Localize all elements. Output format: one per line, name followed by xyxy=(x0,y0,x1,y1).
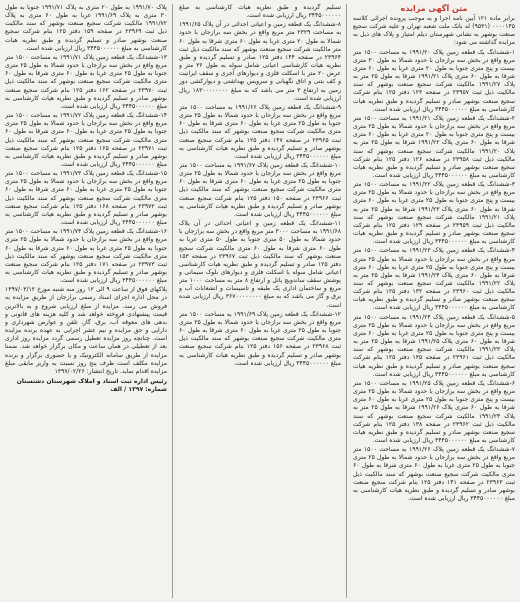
notice-paragraph: ۱۳-ششدانگ یک قطعه زمین پلاک ۱۹۹۱/۷۱ به مساحت ۱۵۰۰ متر مربع واقع در بخش سه برازجان با حدود شمالا به طول ۲۵ متری جنوبا به طول ۲۵ متری غربا به طول ۶۰ متری شرقا به طول ۶۰ متری مالکیت شرکت سجیع صنعت بوشهر که سند مالکیت ذیل ثبت ۲۳۹۷۰ در صفحه ۱۶۲ دفتر ۱۲۵ بنام شرکت سجیع صنعت بوشهر صادر و تسلیم گردیده و طبق نظریه هیات کارشناسی به مبلغ ۳۴۴۵۰۰۰۰۰۰ ریال ارزیابی شده است. xyxy=(5,53,168,110)
notice-paragraph: ۱۰-ششدانگ یک قطعه زمین پلاک ۱۹۹۱/۶۷ به مساحت ۱۵۰۰ متر مربع واقع در بخش سه برازجان با حدود شمالا به طول ۲۵ متری جنوبا به طول ۲۵ متری غربا به طول ۶۰ متری شرقا به طول ۶۰ متری مالکیت شرکت سجیع صنعت بوشهر که سند مالکیت ذیل ثبت ۲۳۹۶۶ در صفحه ۱۵۰ دفتر ۱۲۵ بنام شرکت سجیع صنعت بوشهر صادر و تسلیم گردیده و طبق نظریه هیات کارشناسی به مبلغ ۳۴۴۵۰۰۰۰۰۰ ریال ارزیابی شده است. xyxy=(179,161,342,218)
notice-column-right xyxy=(353,4,515,598)
notice-paragraph: ۴-ششدانگ یک قطعه زمین پلاک ۱۹۹۱/۲۳ به مساحت ۱۵۰۰ متر مربع واقع در بخش سه برازجان با حدود شمالا به طول ۲۵ متری بیست و پنج متری جنوبا به طول ۲۵ متری غربا به طول ۶۰ متری شرقا به طول ۶۰ متری پلاک ۱۹۹۱/۲۴ شرقا به طول ۲۵ متر به پلاک ۱۹۹۱/۲۲ مالکیت شرکت سجیع صنعت بوشهر که سند مالکیت ذیل ثبت ۲۳۹۶۰ در صفحه ۱۳۲ دفتر ۱۲۵ بنام شرکت سجیع صنعت بوشهر صادر و تسلیم گردیده و طبق نظریه هیات کارشناسی به مبلغ ۳۴۴۵۰۰۰۰۰۰ ریال ارزیابی شده است. xyxy=(353,247,515,312)
signature-number: شماره: ۱۳۹۷ / الف xyxy=(110,386,167,394)
notice-paragraph: ۸-ششدانگ یک قطعه زمین و اعیانی احداثی در آن پلاک ۱۹۹۱/۶۵ به مساحت ۲۳۲۹ متر مربع واقع در بخش سه برازجان با حدود شمالا به طول ۲۰ متری غربا به طول ۶۰ متری شرقا به طول ۶۰ متر مالکیت شرکت سجیع صنعت بوشهر که سند مالکیت ذیل ثبت ۲۳۹۶۴ در صفحه ۱۴۴ دفتر ۱۲۵ صادر و تسلیم گردیده و طبق نظریه هیات کارشناسی اعیانی شامل سوله به طول ۳۶ متر و عرض ۲۰ متر با اسکلت فلزی و دیوارهای آجری و سقف ایرانیت و کف بتنی و اتاق نگهبانی و سرویس بهداشتی و دیوارکشی دور زمین به ارتفاع ۳ متر می باشد که به مبلغ ۱۸۳۰۰۰۰۰۰۰۰ ریال ارزیابی شده است. xyxy=(179,21,342,102)
notice-paragraph: ۵-ششدانگ یک قطعه زمین پلاک ۱۹۹۱/۲۴ به مساحت ۱۵۰۰ متر مربع واقع در بخش سه برازجان با حدود شمالا به طول ۲۵ متری بیست و پنج متری جنوبا به طول ۲۵ متری غربا به طول ۶۰ متری شرقا به طول ۶۰ متری پلاک ۱۹۹۱/۲۵ شرقا به طول ۲۵ متر به پلاک ۱۹۹۱/۲۳ مالکیت شرکت سجیع صنعت بوشهر که سند مالکیت ذیل ثبت ۲۳۹۶۱ در صفحه ۱۳۵ دفتر ۱۲۵ بنام شرکت سجیع صنعت بوشهر صادر و تسلیم گردیده و طبق نظریه هیات کارشناسی به مبلغ ۳۴۴۵۰۰۰۰۰۰ ریال ارزیابی شده است. xyxy=(353,313,515,378)
notice-paragraph: ۷-ششدانگ یک قطعه زمین پلاک ۱۹۹۱/۲۶ به مساحت ۱۵۰۰ متر مربع واقع در بخش سه برازجان با حدود شمالا به طول ۲۵ متری جنوبا به طول ۲۵ متری غربا به طول ۶۰ متری شرقا به طول ۶۰ متری مالکیت شرکت سجیع صنعت بوشهر که سند مالکیت ذیل ثبت ۲۳۹۶۳ در صفحه ۱۴۱ دفتر ۱۲۵ بنام شرکت سجیع صنعت بوشهر صادر و تسلیم گردیده و طبق نظریه هیات کارشناسی به مبلغ ۳۴۴۵۰۰۰۰۰۰ ریال ارزیابی شده است. xyxy=(353,446,515,503)
notice-paragraph: ۱۶-ششدانگ یک قطعه زمین پلاک ۱۹۹۱/۷۴ به مساحت ۱۵۰۰ متر مربع واقع در بخش سه برازجان با حدود شمالا به طول ۲۵ متری جنوبا به طول ۲۵ متری غربا به طول ۶۰ متری شرقا به طول ۶۰ متری مالکیت شرکت سجیع صنعت بوشهر که سند مالکیت ذیل ثبت ۲۳۹۷۳ در صفحه ۱۷۱ دفتر ۱۲۵ بنام شرکت سجیع صنعت بوشهر صادر و تسلیم گردیده و طبق نظریه هیات کارشناسی به مبلغ ۳۴۴۵۰۰۰۰۰۰ ریال ارزیابی شده است. xyxy=(5,228,168,285)
notice-paragraph: تسلیم گردیده و طبق نظریه هیات کارشناسی به مبلغ ۳۴۴۵۰۰۰۰۰۰ ریال ارزیابی شده است. xyxy=(179,4,341,20)
notice-paragraph: ۱۱-ششدانگ یک قطعه زمین و اعیانی احداثی در آن پلاک ۱۹۹۱/۶۸ به مساحت ۳۰۰۰ متر مربع واقع در بخش سه برازجان با حدود شمالا به طول ۵۰ متری جنوبا به طول ۵۰ متری غربا به طول ۶۰ متری شرقا به طول ۶۰ متری مالکیت شرکت سجیع صنعت بوشهر که سند مالکیت ذیل ثبت ۲۳۹۶۷ در صفحه ۱۵۳ دفتر ۱۲۵ صادر و تسلیم گردیده و طبق نظریه هیات کارشناسی اعیانی شامل سوله با اسکلت فلزی و دیوارهای بلوک سیمانی و پوشش سقف ساندویچ پانل و ارتفاع ۸ متر به مساحت ۱۰۰۰ متر مربع و ساختمان اداری یک طبقه و تاسیسات و انشعابات آب و برق و گاز می باشد که به مبلغ ۳۶۷۰۰۰۰۰۰۰۰ ریال ارزیابی شده است. xyxy=(179,220,341,309)
notice-paragraph: ۱۲-ششدانگ یک قطعه زمین پلاک ۱۹۹۱/۶۹ به مساحت ۱۵۰۰ متر مربع واقع در بخش سه برازجان با حدود شمالا به طول ۲۵ متری جنوبا به طول ۲۵ متری غربا به طول ۶۰ متری شرقا به طول ۶۰ متری مالکیت شرکت سجیع صنعت بوشهر که سند مالکیت ذیل ثبت ۲۳۹۶۸ در صفحه ۱۵۶ دفتر ۱۲۵ بنام شرکت سجیع صنعت بوشهر صادر و تسلیم گردیده و طبق نظریه هیات کارشناسی به مبلغ ۳۴۴۵۰۰۰۰۰۰ ریال ارزیابی شده است. xyxy=(179,310,342,367)
notice-paragraph: پلاکهای فوق از ساعت ۹ الی ۱۲ روز سه شنبه مورخ ۱۳۹۷/۰۳/۱۲ در محل اداره اجرای اسناد رسمی برازجان از طریق مزایده به فروش می رسد. مزایده از مبلغ ارزیابی شروع و به بالاترین قیمت پیشنهادی فروخته خواهد شد و کلیه هزینه های قانونی و بدهی های معوقه آب، برق، گاز، تلفن و عوارض شهرداری و دارایی و حق مزایده و نیم عشر اجرایی به عهده برنده مزایده است. چنانچه روز مزایده تعطیل رسمی گردد مزایده روز اداری بعد از تعطیلی در همان ساعت و مکان برگزار خواهد شد. ضمنا مزایده از طریق سامانه الکترونیک و یا حضوری برگزار و برنده مزایده مکلف است ظرف پنج روز نسبت به واریز مابقی مبلغ مزایده اقدام نماید. تاریخ انتشار: ۱۳۹۷/۰۲/۲۶ xyxy=(5,286,168,375)
notice-column-middle xyxy=(179,4,347,598)
notice-paragraph: ۲-ششدانگ یک قطعه زمین پلاک ۱۹۹۱/۲۱ به مساحت ۱۵۰۰ متر مربع واقع در بخش سه برازجان با حدود شمالا به طول ۲۵ متری بیست و پنج متری جنوبا به طول ۲۰ متری غربا به طول ۶۰ متری شرقا به طول ۶۰ متری پلاک ۱۹۹۱/۲۲ شرقا به طول ۲۵ متر به پلاک ۱۹۹۱/۲۰ مالکیت شرکت سجیع صنعت بوشهر که سند مالکیت ذیل ثبت ۲۳۹۵۸ در صفحه ۱۲۶ دفتر ۱۲۵ بنام شرکت سجیع صنعت بوشهر صادر و تسلیم گردیده و طبق نظریه هیات کارشناسی به مبلغ ۳۴۴۵۰۰۰۰۰۰ ریال ارزیابی شده است. xyxy=(353,114,515,179)
notice-column-left xyxy=(5,4,173,598)
notice-paragraph: ۹-ششدانگ یک قطعه زمین پلاک ۱۹۹۱/۶۶ به مساحت ۱۵۰۰ متر مربع واقع در بخش سه برازجان با حدود شمالا به طول ۲۵ متری جنوبا به طول ۲۵ متری غربا به طول ۶۰ متری شرقا به طول ۶۰ متری مالکیت شرکت سجیع صنعت بوشهر که سند مالکیت ذیل ثبت ۲۳۹۶۵ در صفحه ۱۴۷ دفتر ۱۲۵ بنام شرکت سجیع صنعت بوشهر صادر و تسلیم گردیده و طبق نظریه هیات کارشناسی به مبلغ ۳۴۴۵۰۰۰۰۰۰ ریال ارزیابی شده است. xyxy=(179,103,342,160)
notice-paragraph: ۳-ششدانگ یک قطعه زمین پلاک ۱۹۹۱/۲۲ به مساحت ۱۵۰۰ متر مربع واقع در بخش سه برازجان با حدود شمالا به طول ۲۵ متری بیست و پنج متری جنوبا به طول ۲۵ متری غربا به طول ۶۰ متری شرقا به طول ۶۰ متری پلاک ۱۹۹۱/۲۳ شرقا به طول ۲۵ متر به پلاک ۱۹۹۱/۲۱ مالکیت شرکت سجیع صنعت بوشهر که سند مالکیت ذیل ثبت ۲۳۹۵۹ در صفحه ۱۲۹ دفتر ۱۲۵ بنام شرکت سجیع صنعت بوشهر صادر و تسلیم گردیده و طبق نظریه هیات کارشناسی به مبلغ ۳۴۴۵۰۰۰۰۰۰ ریال ارزیابی شده است. xyxy=(353,181,515,246)
signature-office: رئیس اداره ثبت اسناد و املاک شهرستان دشتستان xyxy=(16,378,167,386)
notice-signature xyxy=(5,378,167,394)
notice-paragraph: ۶-ششدانگ یک قطعه زمین پلاک ۱۹۹۱/۲۵ به مساحت ۱۵۰۰ متر مربع واقع در بخش سه برازجان با حدود شمالا به طول ۲۵ متری بیست و پنج متری جنوبا به طول ۲۵ متری غربا به طول ۶۰ متری شرقا به طول ۶۰ متری پلاک ۱۹۹۱/۲۶ شرقا به طول ۲۵ متر به پلاک ۱۹۹۱/۲۴ مالکیت شرکت سجیع صنعت بوشهر که سند مالکیت ذیل ثبت ۲۳۹۶۲ در صفحه ۱۳۸ دفتر ۱۲۵ بنام شرکت سجیع صنعت بوشهر صادر و تسلیم گردیده و طبق نظریه هیات کارشناسی به مبلغ ۳۴۴۵۰۰۰۰۰۰ ریال ارزیابی شده است. xyxy=(353,379,515,444)
notice-paragraph: ۱۵-ششدانگ یک قطعه زمین پلاک ۱۹۹۱/۷۳ به مساحت ۱۵۰۰ متر مربع واقع در بخش سه برازجان با حدود شمالا به طول ۲۵ متری جنوبا به طول ۲۵ متری غربا به طول ۶۰ متری شرقا به طول ۶۰ متری مالکیت شرکت سجیع صنعت بوشهر که سند مالکیت ذیل ثبت ۲۳۹۷۲ در صفحه ۱۶۸ دفتر ۱۲۵ بنام شرکت سجیع صنعت بوشهر صادر و تسلیم گردیده و طبق نظریه هیات کارشناسی به مبلغ ۳۴۴۵۰۰۰۰۰۰ ریال ارزیابی شده است. xyxy=(5,170,168,227)
notice-title: متن آگهی مزایده xyxy=(400,4,468,13)
notice-columns xyxy=(5,4,515,598)
notice-paragraph: ۱۴-ششدانگ یک قطعه زمین پلاک ۱۹۹۱/۷۲ به مساحت ۱۵۰۰ متر مربع واقع در بخش سه برازجان با حدود شمالا به طول ۲۵ متری جنوبا به طول ۲۵ متری غربا به طول ۶۰ متری شرقا به طول ۶۰ متری مالکیت شرکت سجیع صنعت بوشهر که سند مالکیت ذیل ثبت ۲۳۹۷۱ در صفحه ۱۶۵ دفتر ۱۲۵ بنام شرکت سجیع صنعت بوشهر صادر و تسلیم گردیده و طبق نظریه هیات کارشناسی به مبلغ ۳۴۴۵۰۰۰۰۰۰ ریال ارزیابی شده است. xyxy=(5,112,168,168)
notice-paragraph: برابر ماده ۱۲۱ آیین نامه اجرا و به موجب پرونده اجرائی کلاسه ۰۰۰۰۱۴۵ (۹۵۳۱) له بانک ملت شعبه تهران و علیه شرکت سجیع صنعت بوشهر به نشانی شهرستان دیلم امتیاز و پلاک های ذیل به مزایده گذاشته می شود: xyxy=(353,15,515,47)
notice-paragraph: ۱-ششدانگ یک قطعه زمین پلاک ۱۹۹۱/۲۰ به مساحت ۱۵۰۰ متر مربع واقع در بخش سه برازجان با حدود شمالا به طول ۳۰ متری بیست و پنج متری جنوبا به طول ۲۰ متری غربا به طول ۶۰ متری شرقا به طول ۶۰ متری پلاک ۱۹۹۱/۲۱ شرقا به طول ۲۵ متر به پلاک ۱۹۹۱/۲۷ مالکیت شرکت سجیع صنعت بوشهر که سند مالکیت ذیل ثبت ۲۳۹۵۷ در صفحه ۱۲۳ دفتر ۱۲۵ بنام شرکت سجیع صنعت بوشهر صادر و تسلیم گردیده و طبق نظریه هیات کارشناسی به مبلغ ۳۴۴۵۰۰۰۰۰۰ ریال ارزیابی شده است. xyxy=(353,48,515,113)
notice-paragraph: پلاک ۱۹۹۱/۷۰ به طول ۲۰ متری به پلاک ۱۹۹۱/۷۱ جنوبا به طول ۳۰ متری به پلاک ۱۹۹۱/۶۹ غربا به طول ۶۰ متری به پلاک ۱۹۹۱/۷۲ مالکیت شرکت سجیع صنعت بوشهر که سند مالکیت ذیل ثبت ۲۳۹۶۹ در صفحه ۱۵۹ دفتر ۱۲۵ بنام شرکت سجیع صنعت بوشهر صادر و تسلیم گردیده و طبق نظریه هیات کارشناسی به مبلغ ۳۴۴۵۰۰۰۰۰۰ ریال ارزیابی شده است. xyxy=(5,4,168,52)
